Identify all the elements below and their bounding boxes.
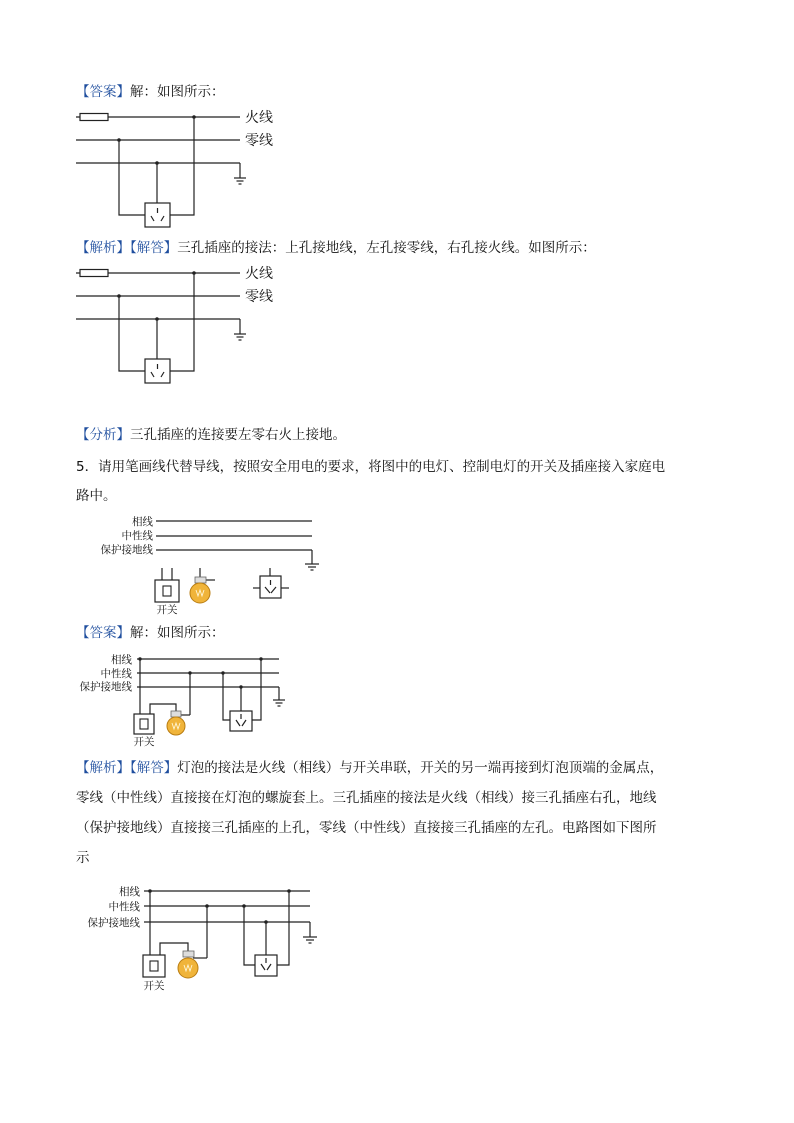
circuit-diagram-5 xyxy=(88,885,318,992)
neutral-label: 零线 xyxy=(245,289,273,305)
ground-wire-label: 保护接地线 xyxy=(79,681,132,693)
switch-label: 开关 xyxy=(156,604,178,616)
neutral-label: 中性线 xyxy=(108,901,140,913)
ground-wire-label: 保护接地线 xyxy=(87,917,140,929)
live-label: 火线 xyxy=(245,266,273,282)
neutral-label: 零线 xyxy=(245,133,273,149)
answer-text: 解：如图所示： xyxy=(130,84,225,100)
analysis-text-1: 灯泡的接法是火线（相线）与开关串联，开关的另一端再接到灯泡顶端的金属点， xyxy=(177,760,664,776)
neutral-label: 中性线 xyxy=(100,668,132,680)
answer-text: 解：如图所示： xyxy=(130,625,225,641)
live-label: 火线 xyxy=(245,110,273,126)
switch-label: 开关 xyxy=(133,736,155,748)
ground-icon xyxy=(303,937,317,943)
bulb-icon xyxy=(178,951,198,978)
ground-wire-label: 保护接地线 xyxy=(100,544,153,556)
solution-tag: 【解答】 xyxy=(130,760,178,776)
neutral-label: 中性线 xyxy=(121,530,153,542)
q5-analysis-line2: 零线（中性线）直接接在灯泡的螺旋套上。三孔插座的接法是火线（相线）接三孔插座右孔，地线 xyxy=(76,790,657,806)
summary-tag: 【分析】 xyxy=(76,427,130,443)
socket-icon xyxy=(255,955,277,976)
summary-text: 三孔插座的连接要左零右火上接地。 xyxy=(130,427,346,443)
phase-label: 相线 xyxy=(132,516,153,528)
analysis-tag: 【解析】 xyxy=(76,760,130,776)
analysis-text: 三孔插座的接法：上孔接地线，左孔接零线，右孔接火线。如图所示： xyxy=(177,240,596,256)
q5-question-line1: 5．请用笔画线代替导线，按照安全用电的要求，将图中的电灯、控制电灯的开关及插座接入家庭电 xyxy=(76,459,666,475)
answer-tag: 【答案】 xyxy=(76,625,130,641)
switch-label: 开关 xyxy=(143,980,165,992)
answer-tag: 【答案】 xyxy=(76,84,130,100)
analysis-tag: 【解析】 xyxy=(76,240,130,256)
solution-tag: 【解答】 xyxy=(130,240,178,256)
q5-question-line2: 路中。 xyxy=(76,488,117,504)
q5-analysis-line3: （保护接地线）直接接三孔插座的上孔，零线（中性线）直接接三孔插座的左孔。电路图如下图所 xyxy=(76,820,657,836)
phase-label: 相线 xyxy=(111,654,132,666)
q5-analysis-line4: 示 xyxy=(76,850,90,866)
switch-icon xyxy=(143,955,165,977)
phase-label: 相线 xyxy=(119,886,140,898)
